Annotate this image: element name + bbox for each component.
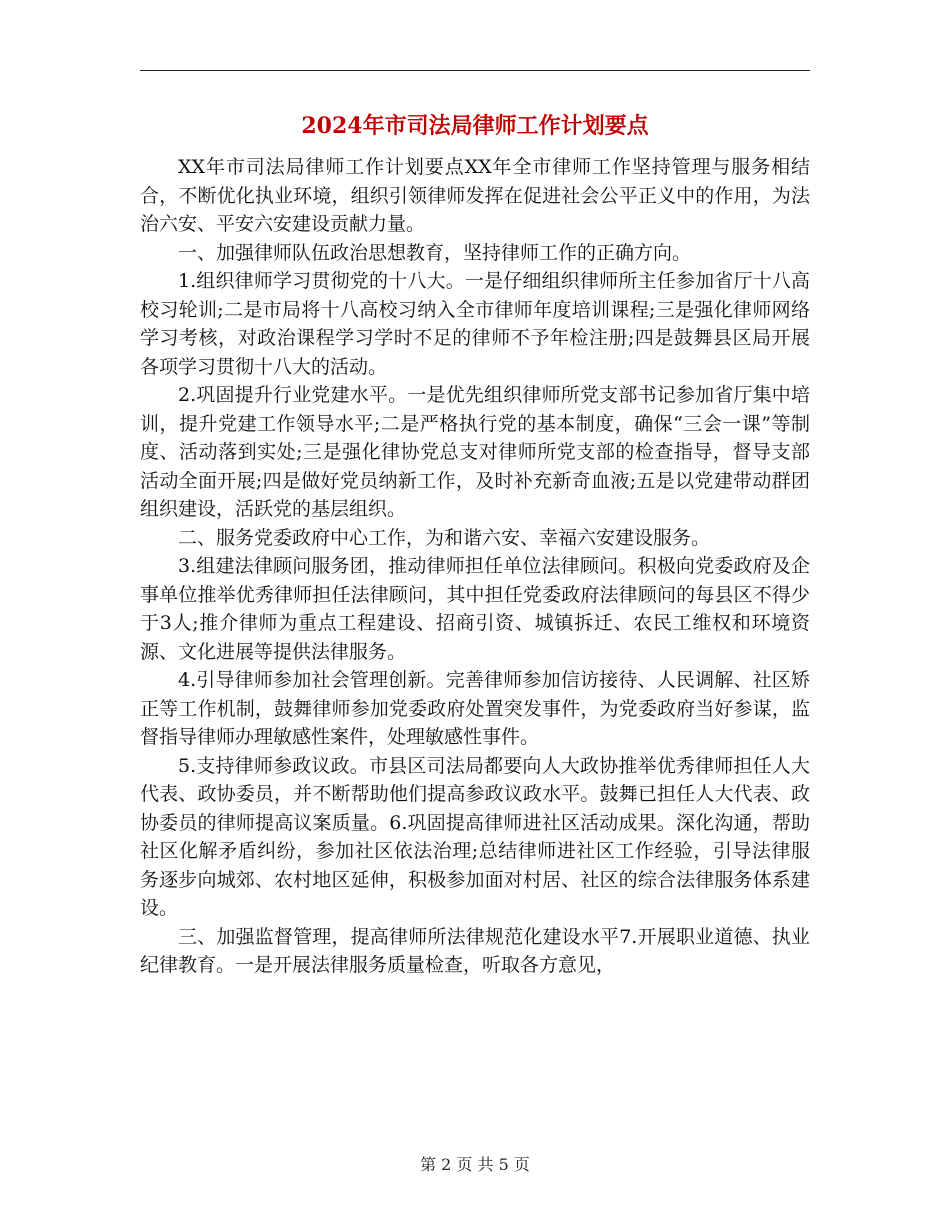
paragraph-item-3: 3.组建法律顾问服务团，推动律师担任单位法律顾问。积极向党委政府及企事单位推举优秀律师担任法律顾问，其中担任党委政府法律顾问的每县区不得少于3人;推介律师为重点工程建设、招商引资、城镇拆迁、农民工维权和环境资源、文化进展等提供法律服务。 xyxy=(140,555,810,663)
paragraph-item-1: 1.组织律师学习贯彻党的十八大。一是仔细组织律师所主任参加省厅十八高校习轮训;二是市局将十八高校习纳入全市律师年度培训课程;三是强化律师网络学习考核，对政治课程学习学时不足的律师不予年检注册;四是鼓舞县区局开展各项学习贯彻十八大的活动。 xyxy=(140,270,810,378)
paragraph-intro: XX年市司法局律师工作计划要点XX年全市律师工作坚持管理与服务相结合，不断优化执业环境，组织引领律师发挥在促进社会公平正义中的作用，为法治六安、平安六安建设贡献力量。 xyxy=(140,156,810,235)
paragraph-item-5-6: 5.支持律师参政议政。市县区司法局都要向人大政协推举优秀律师担任人大代表、政协委员，并不断帮助他们提高参政议政水平。鼓舞已担任人大代表、政协委员的律师提高议案质量。6.巩固提高律师进社区活动成果。深化沟通，帮助社区化解矛盾纠纷，参加社区依法治理;总结律师进社区工作经验，引导法律服务逐步向城郊、农村地区延伸，积极参加面对村居、社区的综合法律服务体系建设。 xyxy=(140,754,810,919)
paragraph-item-4: 4.引导律师参加社会管理创新。完善律师参加信访接待、人民调解、社区矫正等工作机制，鼓舞律师参加党委政府处置突发事件，为党委政府当好参谋，监督指导律师办理敏感性案件，处理敏感性事件。 xyxy=(140,669,810,748)
section-heading-1: 一、加强律师队伍政治思想教育，坚持律师工作的正确方向。 xyxy=(178,241,692,264)
paragraph-item-2: 2.巩固提升行业党建水平。一是优先组织律师所党支部书记参加省厅集中培训，提升党建工作领导水平;二是严格执行党的基本制度，确保“三会一课”等制度、活动落到实处;三是强化律协党总支对律师所党支部的检查指导，督导支部活动全面开展;四是做好党员纳新工作，及时补充新奇血液;五是以党建带动群团组织建设，活跃党的基层组织。 xyxy=(140,384,810,520)
section-heading-2: 二、服务党委政府中心工作，为和谐六安、幸福六安建设服务。 xyxy=(178,526,711,549)
document-title: 2024年市司法局律师工作计划要点 xyxy=(301,113,649,139)
section-heading-3: 三、加强监督管理，提高律师所法律规范化建设水平7.开展职业道德、执业纪律教育。一是开展法律服务质量检查，听取各方意见， xyxy=(140,925,810,976)
document-body xyxy=(140,153,810,980)
page-number-footer: 第 2 页 共 5 页 xyxy=(420,1155,530,1174)
header-rule xyxy=(140,70,810,71)
